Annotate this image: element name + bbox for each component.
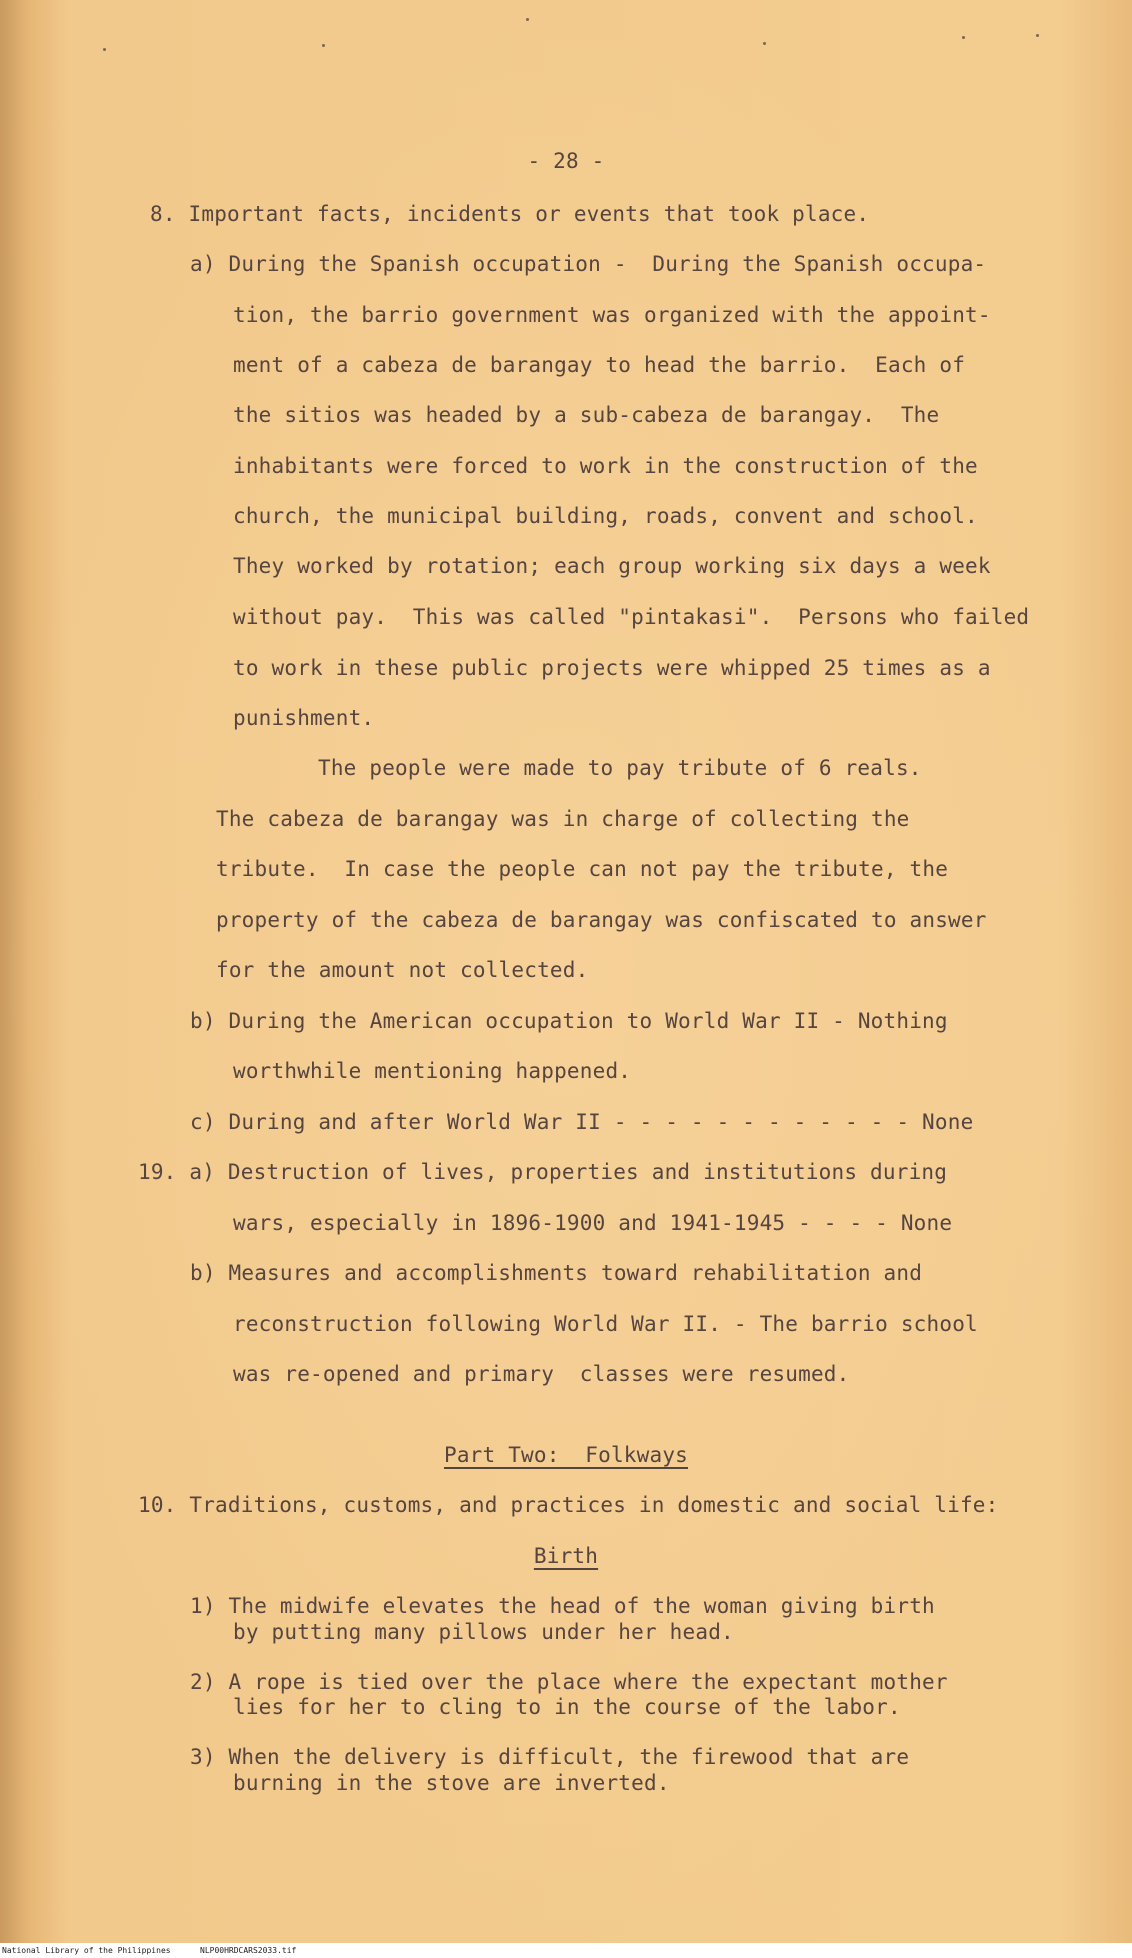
- section-9a-line: 19. a) Destruction of lives, properties and institutions during: [138, 1160, 948, 1184]
- paper-speck: [103, 48, 106, 51]
- section-8b-line: worthwhile mentioning happened.: [233, 1059, 632, 1083]
- section-8c-line: c) During and after World War II - - - - - - - - - - - - None: [190, 1110, 974, 1134]
- section-8-heading: 8. Important facts, incidents or events that took place.: [150, 202, 870, 226]
- birth-item-line: 3) When the delivery is difficult, the firewood that are: [190, 1745, 910, 1769]
- section-8a-line: tion, the barrio government was organized with the appoint-: [233, 303, 991, 327]
- birth-item-line: by putting many pillows under her head.: [233, 1620, 734, 1644]
- tribute-line: property of the cabeza de barangay was confiscated to answer: [216, 908, 987, 932]
- paper-speck: [1036, 34, 1039, 37]
- section-8a-line: punishment.: [233, 706, 375, 730]
- birth-title: Birth: [533, 1544, 599, 1568]
- footer-library: National Library of the Philippines: [2, 1946, 171, 1955]
- section-9b-line: b) Measures and accomplishments toward rehabilitation and: [190, 1261, 923, 1285]
- section-8b-line: b) During the American occupation to World War II - Nothing: [190, 1009, 948, 1033]
- page-number: - 28 -: [527, 149, 605, 173]
- section-8a-line: the sitios was headed by a sub-cabeza de barangay. The: [233, 403, 940, 427]
- paper-speck: [763, 42, 766, 45]
- section-8a-line: a) During the Spanish occupation - During the Spanish occupa-: [190, 252, 987, 276]
- section-8a-line: without pay. This was called "pintakasi". Persons who failed: [233, 605, 1030, 629]
- section-8a-line: They worked by rotation; each group working six days a week: [233, 554, 991, 578]
- footer-filename: NLP00HRDCARS2033.tif: [200, 1946, 297, 1955]
- tribute-line: The people were made to pay tribute of 6 reals.: [318, 756, 922, 780]
- footer-bar: [0, 1943, 1132, 1958]
- tribute-line: for the amount not collected.: [216, 958, 589, 982]
- paper-speck: [962, 36, 965, 39]
- birth-item-line: burning in the stove are inverted.: [233, 1771, 670, 1795]
- paper-speck: [322, 44, 325, 47]
- section-9b-line: was re-opened and primary classes were resumed.: [233, 1362, 850, 1386]
- section-9b-line: reconstruction following World War II. - The barrio school: [233, 1312, 978, 1336]
- birth-item-line: 1) The midwife elevates the head of the woman giving birth: [190, 1594, 935, 1618]
- section-8a-line: inhabitants were forced to work in the construction of the: [233, 454, 978, 478]
- part-two-title: Part Two: Folkways: [443, 1443, 689, 1467]
- section-8a-line: to work in these public projects were whipped 25 times as a: [233, 656, 991, 680]
- section-9a-line: wars, especially in 1896-1900 and 1941-1945 - - - - None: [233, 1211, 953, 1235]
- birth-item-line: 2) A rope is tied over the place where the expectant mother: [190, 1670, 948, 1694]
- paper-speck: [526, 18, 529, 21]
- section-10-heading: 10. Traditions, customs, and practices in domestic and social life:: [138, 1493, 999, 1517]
- tribute-line: The cabeza de barangay was in charge of collecting the: [216, 807, 910, 831]
- birth-item-line: lies for her to cling to in the course of the labor.: [233, 1695, 901, 1719]
- section-8a-line: church, the municipal building, roads, convent and school.: [233, 504, 978, 528]
- tribute-line: tribute. In case the people can not pay the tribute, the: [216, 857, 949, 881]
- section-8a-line: ment of a cabeza de barangay to head the barrio. Each of: [233, 353, 966, 377]
